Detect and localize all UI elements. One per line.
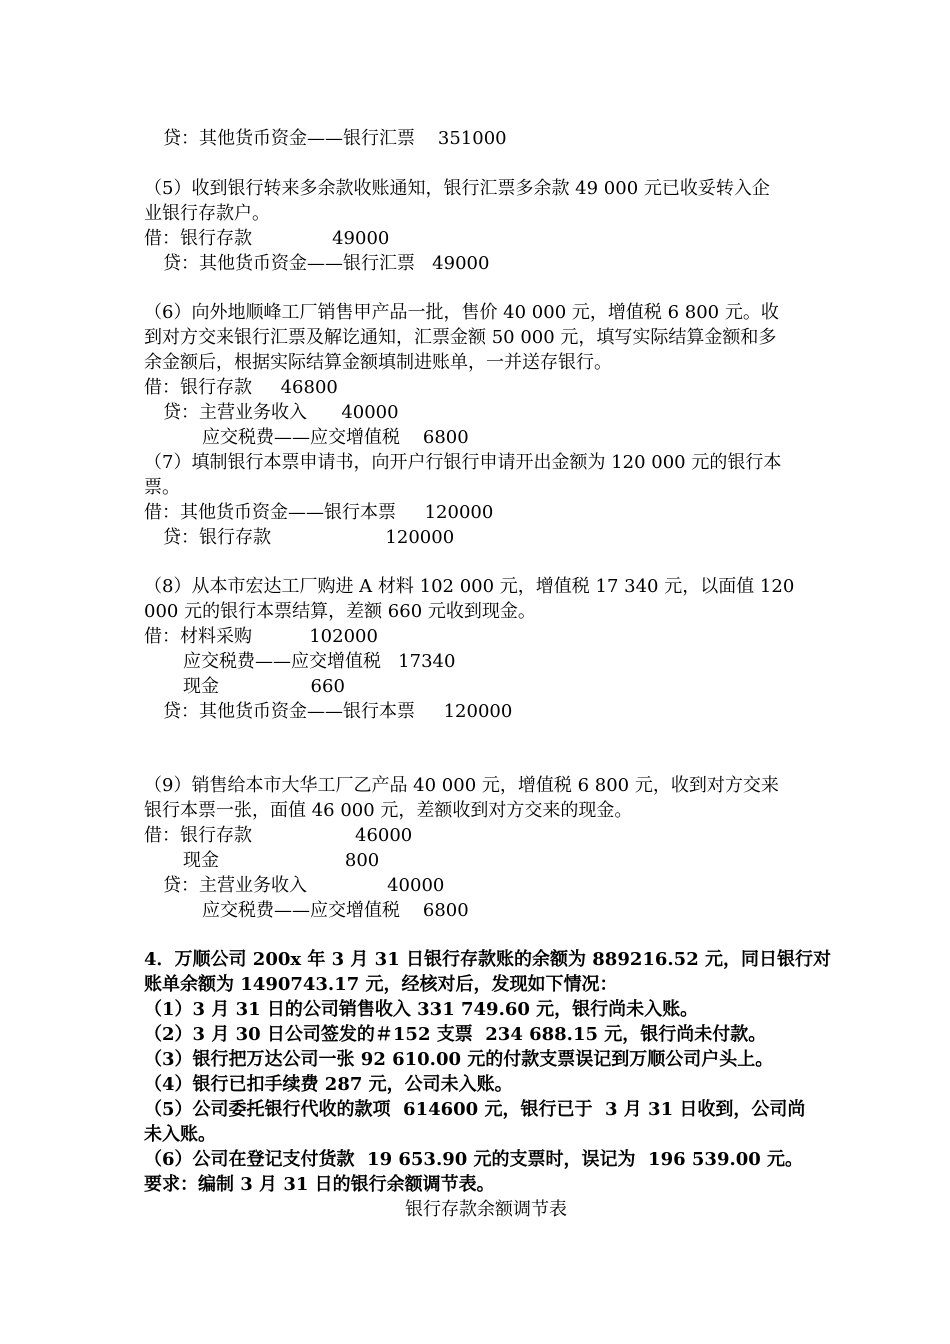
item-6-text-cont: 到对方交来银行汇票及解讫通知，汇票金额 50 000 元，填写实际结算金额和多 — [144, 327, 777, 348]
condition-item: （1）3 月 31 日的公司销售收入 331 749.60 元，银行尚未入账。 — [144, 999, 699, 1020]
entry-credit-line: 应交税费——应交增值税 6800 — [202, 427, 469, 448]
condition-item: （5）公司委托银行代收的款项 614600 元，银行已于 3 月 31 日收到，公司尚 — [144, 1099, 806, 1120]
entry-debit-line: 现金 660 — [183, 676, 345, 697]
condition-item: （4）银行已扣手续费 287 元，公司未入账。 — [144, 1074, 513, 1095]
condition-item-cont: 未入账。 — [144, 1124, 216, 1145]
question-4-text-cont: 账单余额为 1490743.17 元，经核对后，发现如下情况： — [144, 974, 618, 995]
entry-credit-line: 应交税费——应交增值税 6800 — [202, 900, 469, 921]
entry-debit-line: 借：材料采购 102000 — [144, 626, 378, 647]
entry-debit-line: 现金 800 — [183, 850, 380, 871]
entry-credit-line: 贷：主营业务收入 40000 — [163, 875, 445, 896]
requirement-text: 要求：编制 3 月 31 日的银行余额调节表。 — [144, 1174, 495, 1195]
item-5-text: （5）收到银行转来多余款收账通知，银行汇票多余款 49 000 元已收妥转入企 — [144, 178, 770, 199]
entry-debit-line: 借：银行存款 49000 — [144, 228, 390, 249]
entry-debit-line: 借：银行存款 46800 — [144, 377, 338, 398]
item-6-text: （6）向外地顺峰工厂销售甲产品一批，售价 40 000 元，增值税 6 800 元。收 — [144, 302, 779, 323]
condition-item: （3）银行把万达公司一张 92 610.00 元的付款支票误记到万顺公司户头上。 — [144, 1049, 774, 1070]
entry-debit-line: 借：银行存款 46000 — [144, 825, 413, 846]
entry-credit-line: 贷：其他货币资金——银行汇票 49000 — [163, 253, 490, 274]
entry-debit-line: 借：其他货币资金——银行本票 120000 — [144, 502, 494, 523]
item-9-text: （9）销售给本市大华工厂乙产品 40 000 元，增值税 6 800 元，收到对方交来 — [144, 775, 779, 796]
item-7-text: （7）填制银行本票申请书，向开户行银行申请开出金额为 120 000 元的银行本 — [144, 452, 782, 473]
entry-credit-line: 贷：其他货币资金——银行本票 120000 — [163, 701, 513, 722]
item-9-text-cont: 银行本票一张，面值 46 000 元，差额收到对方交来的现金。 — [144, 800, 633, 821]
item-8-text: （8）从本市宏达工厂购进 A 材料 102 000 元，增值税 17 340 元，以面值 120 — [144, 576, 795, 597]
entry-debit-line: 应交税费——应交增值税 17340 — [183, 651, 456, 672]
condition-item: （2）3 月 30 日公司签发的＃152 支票 234 688.15 元，银行尚未付款。 — [144, 1024, 767, 1045]
entry-credit-line: 贷：主营业务收入 40000 — [163, 402, 399, 423]
question-4-text: 4．万顺公司 200x 年 3 月 31 日银行存款账的余额为 889216.52 元，同日银行对 — [144, 949, 831, 970]
condition-item: （6）公司在登记支付货款 19 653.90 元的支票时，误记为 196 539.00 元。 — [144, 1149, 804, 1170]
item-8-text-cont: 000 元的银行本票结算，差额 660 元收到现金。 — [144, 601, 536, 622]
entry-credit-line: 贷：其他货币资金——银行汇票 351000 — [163, 128, 507, 149]
item-6-text-cont: 余金额后，根据实际结算金额填制进账单，一并送存银行。 — [144, 352, 612, 373]
item-5-text-cont: 业银行存款户。 — [144, 203, 270, 224]
item-7-text-cont: 票。 — [144, 477, 180, 498]
table-title: 银行存款余额调节表 — [405, 1199, 567, 1220]
entry-credit-line: 贷：银行存款 120000 — [163, 527, 455, 548]
